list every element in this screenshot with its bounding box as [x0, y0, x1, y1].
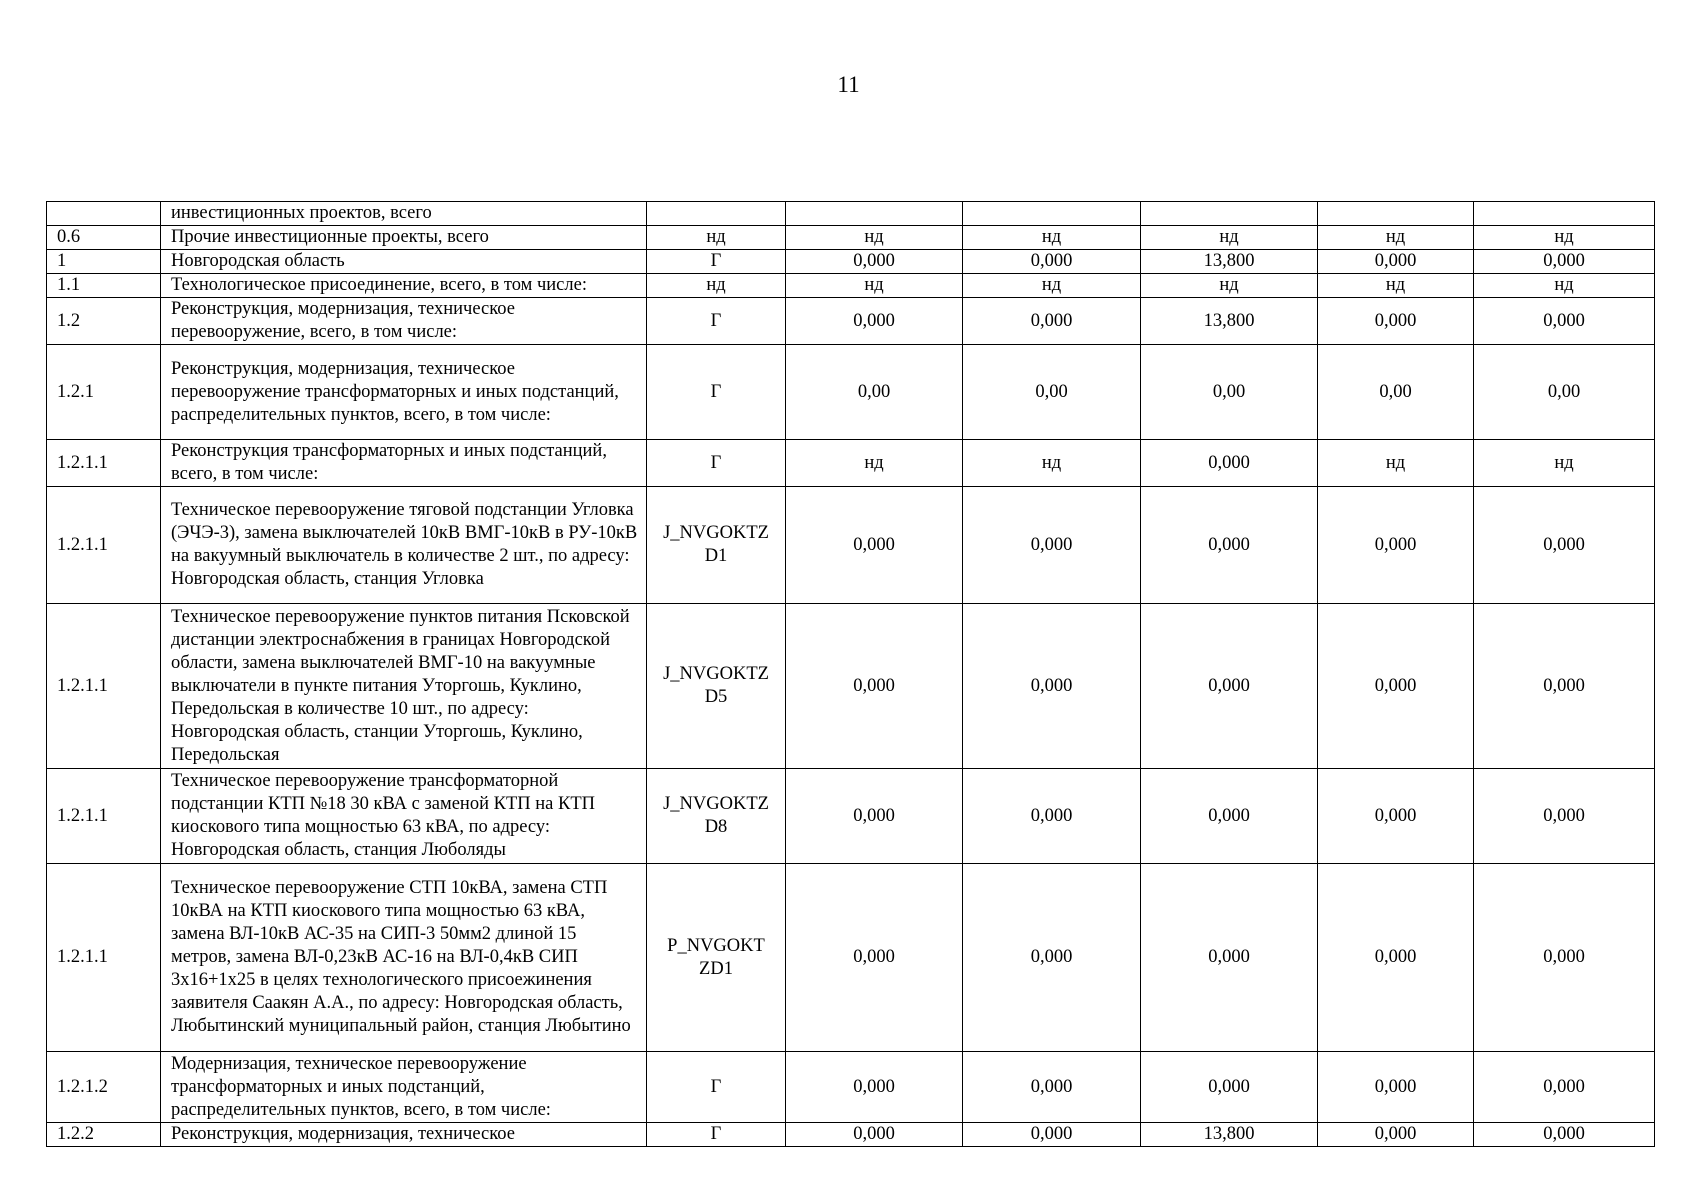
value-cell: 0,000 — [1318, 1052, 1474, 1123]
value-cell — [1318, 202, 1474, 226]
id-cell: Г — [647, 1123, 786, 1147]
value-cell: 0,000 — [1474, 604, 1655, 769]
id-cell: Г — [647, 298, 786, 345]
value-cell: 13,800 — [1141, 250, 1318, 274]
value-cell: 0,000 — [1141, 440, 1318, 487]
value-cell: 0,000 — [1318, 864, 1474, 1052]
value-cell — [1141, 202, 1318, 226]
value-cell: 0,000 — [1318, 604, 1474, 769]
value-cell: 0,000 — [1141, 864, 1318, 1052]
value-cell: 0,000 — [786, 769, 963, 864]
code-cell: 1 — [47, 250, 161, 274]
value-cell: 0,000 — [786, 250, 963, 274]
name-cell: Технологическое присоединение, всего, в том числе: — [161, 274, 647, 298]
id-cell: Г — [647, 1052, 786, 1123]
code-cell — [47, 202, 161, 226]
name-cell: Прочие инвестиционные проекты, всего — [161, 226, 647, 250]
value-cell: 0,000 — [1474, 864, 1655, 1052]
id-cell: J_NVGOKTZ D5 — [647, 604, 786, 769]
value-cell: 0,00 — [1318, 345, 1474, 440]
value-cell: 0,000 — [786, 487, 963, 604]
table-row — [47, 440, 1655, 487]
value-cell: 0,000 — [963, 298, 1141, 345]
value-cell: 13,800 — [1141, 1123, 1318, 1147]
value-cell: нд — [786, 274, 963, 298]
value-cell: нд — [1474, 274, 1655, 298]
value-cell: 0,00 — [1141, 345, 1318, 440]
value-cell: 0,000 — [1474, 1123, 1655, 1147]
value-cell: 0,000 — [963, 864, 1141, 1052]
name-cell: Техническое перевооружение тяговой подстанции Угловка (ЭЧЭ-3), замена выключателей 10кВ ВМГ-10кВ в РУ-10кВ на вакуумный выключатель в количестве 2 шт., по адресу: Новгородская область, станция Угловка — [161, 487, 647, 604]
value-cell: нд — [963, 440, 1141, 487]
value-cell: 0,000 — [1318, 1123, 1474, 1147]
value-cell: 0,000 — [1318, 487, 1474, 604]
value-cell: 0,000 — [786, 1123, 963, 1147]
value-cell: 0,000 — [1141, 604, 1318, 769]
code-cell: 0.6 — [47, 226, 161, 250]
name-cell: Модернизация, техническое перевооружение трансформаторных и иных подстанций, распределительных пунктов, всего, в том числе: — [161, 1052, 647, 1123]
value-cell: 0,000 — [963, 250, 1141, 274]
code-cell: 1.2.1.1 — [47, 864, 161, 1052]
id-cell: нд — [647, 226, 786, 250]
code-cell: 1.2.1.1 — [47, 604, 161, 769]
table-row — [47, 1123, 1655, 1147]
value-cell: 0,000 — [1474, 250, 1655, 274]
value-cell — [786, 202, 963, 226]
page-number: 11 — [837, 72, 860, 97]
investment-table — [46, 201, 1655, 1147]
id-cell — [647, 202, 786, 226]
value-cell: 0,000 — [786, 604, 963, 769]
value-cell: 0,000 — [1474, 298, 1655, 345]
table-row — [47, 487, 1655, 604]
value-cell — [1474, 202, 1655, 226]
table-row — [47, 202, 1655, 226]
value-cell: нд — [1474, 226, 1655, 250]
name-cell: Новгородская область — [161, 250, 647, 274]
name-cell: инвестиционных проектов, всего — [161, 202, 647, 226]
table-row — [47, 298, 1655, 345]
name-cell: Реконструкция трансформаторных и иных подстанций, всего, в том числе: — [161, 440, 647, 487]
value-cell: 0,000 — [1318, 769, 1474, 864]
id-cell: P_NVGOKT ZD1 — [647, 864, 786, 1052]
id-cell: J_NVGOKTZ D8 — [647, 769, 786, 864]
table-row — [47, 1052, 1655, 1123]
name-cell: Реконструкция, модернизация, техническое перевооружение, всего, в том числе: — [161, 298, 647, 345]
code-cell: 1.2 — [47, 298, 161, 345]
value-cell: 0,00 — [1474, 345, 1655, 440]
id-cell: Г — [647, 345, 786, 440]
table-row — [47, 226, 1655, 250]
value-cell: 0,000 — [963, 604, 1141, 769]
value-cell: 13,800 — [1141, 298, 1318, 345]
name-cell: Техническое перевооружение пунктов питания Псковской дистанции электроснабжения в границах Новгородской области, замена выключателей ВМГ-10 на вакуумные выключатели в пункте питания Уторгошь, Куклино, Передольская в количестве 10 шт., по адресу: Новгородская область, станции Уторгошь, Куклино, Передольская — [161, 604, 647, 769]
value-cell: нд — [1141, 226, 1318, 250]
value-cell: нд — [786, 226, 963, 250]
table-row — [47, 345, 1655, 440]
code-cell: 1.2.2 — [47, 1123, 161, 1147]
value-cell: 0,000 — [963, 487, 1141, 604]
table-row — [47, 769, 1655, 864]
table-body — [47, 202, 1655, 1147]
value-cell: нд — [1318, 274, 1474, 298]
value-cell: нд — [786, 440, 963, 487]
name-cell: Техническое перевооружение СТП 10кВА, замена СТП 10кВА на КТП киоскового типа мощностью 63 кВА, замена ВЛ-10кВ АС-35 на СИП-3 50мм2 длиной 15 метров, замена ВЛ-0,23кВ АС-16 на ВЛ-0,4кВ СИП 3х16+1х25 в целях технологического присоежинения заявителя Саакян А.А., по адресу: Новгородская область, Любытинский муниципальный район, станция Любытино — [161, 864, 647, 1052]
table-row — [47, 604, 1655, 769]
table-row — [47, 250, 1655, 274]
value-cell: 0,000 — [1474, 1052, 1655, 1123]
value-cell: 0,000 — [1141, 1052, 1318, 1123]
name-cell: Реконструкция, модернизация, техническое — [161, 1123, 647, 1147]
value-cell: 0,000 — [786, 1052, 963, 1123]
table-row — [47, 274, 1655, 298]
value-cell: 0,00 — [963, 345, 1141, 440]
value-cell: 0,000 — [963, 1052, 1141, 1123]
code-cell: 1.1 — [47, 274, 161, 298]
code-cell: 1.2.1.1 — [47, 769, 161, 864]
id-cell: нд — [647, 274, 786, 298]
value-cell: нд — [1318, 226, 1474, 250]
code-cell: 1.2.1 — [47, 345, 161, 440]
code-cell: 1.2.1.1 — [47, 440, 161, 487]
value-cell: нд — [1318, 440, 1474, 487]
code-cell: 1.2.1.1 — [47, 487, 161, 604]
value-cell: 0,000 — [1318, 250, 1474, 274]
name-cell: Реконструкция, модернизация, техническое перевооружение трансформаторных и иных подстанций, распределительных пунктов, всего, в том числе: — [161, 345, 647, 440]
value-cell: нд — [1474, 440, 1655, 487]
table-row — [47, 864, 1655, 1052]
value-cell: нд — [1141, 274, 1318, 298]
value-cell: 0,000 — [1474, 487, 1655, 604]
id-cell: Г — [647, 440, 786, 487]
value-cell: 0,000 — [1474, 769, 1655, 864]
id-cell: Г — [647, 250, 786, 274]
name-cell: Техническое перевооружение трансформаторной подстанции КТП №18 30 кВА с заменой КТП на КТП киоскового типа мощностью 63 кВА, по адресу: Новгородская область, станция Люболяды — [161, 769, 647, 864]
value-cell: 0,000 — [786, 298, 963, 345]
value-cell: 0,000 — [963, 1123, 1141, 1147]
value-cell: 0,000 — [786, 864, 963, 1052]
value-cell: 0,00 — [786, 345, 963, 440]
value-cell — [963, 202, 1141, 226]
id-cell: J_NVGOKTZ D1 — [647, 487, 786, 604]
value-cell: 0,000 — [963, 769, 1141, 864]
value-cell: нд — [963, 226, 1141, 250]
value-cell: 0,000 — [1141, 769, 1318, 864]
value-cell: нд — [963, 274, 1141, 298]
code-cell: 1.2.1.2 — [47, 1052, 161, 1123]
value-cell: 0,000 — [1141, 487, 1318, 604]
value-cell: 0,000 — [1318, 298, 1474, 345]
